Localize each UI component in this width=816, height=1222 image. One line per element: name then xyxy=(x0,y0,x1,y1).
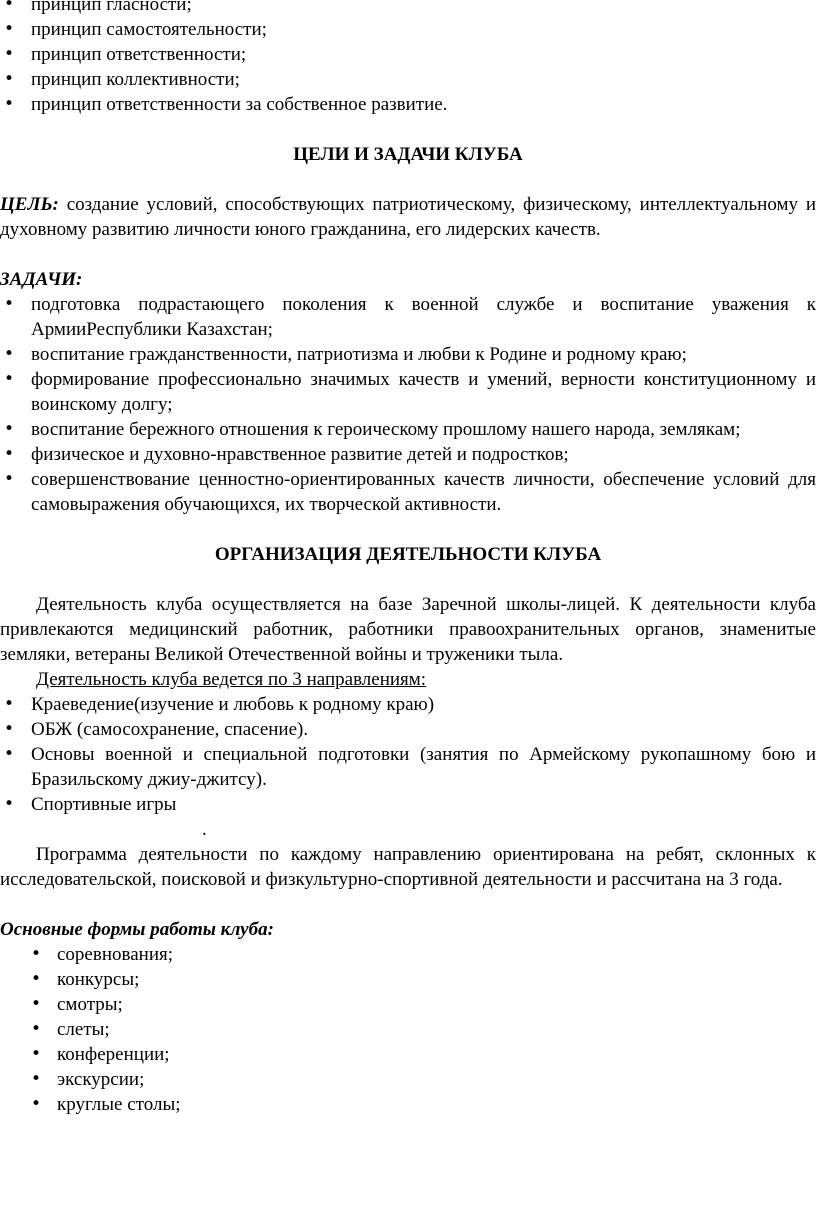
org-heading: ОРГАНИЗАЦИЯ ДЕЯТЕЛЬНОСТИ КЛУБА xyxy=(214,544,602,565)
list-item: • слеты; xyxy=(0,1017,816,1042)
list-item: • принцип ответственности за собственное развитие. xyxy=(0,92,816,117)
forms-list xyxy=(0,942,816,1117)
list-item: • смотры; xyxy=(0,992,816,1017)
list-item: • принцип ответственности; xyxy=(0,42,816,67)
stray-dot: . xyxy=(202,819,207,840)
list-item: • экскурсии; xyxy=(0,1067,816,1092)
list-item: • принцип коллективности; xyxy=(0,67,816,92)
list-item: • конкурсы; xyxy=(0,967,816,992)
list-item: • формирование профессионально значимых качеств и умений, верности конституционному и воинскому долгу; xyxy=(0,367,816,417)
list-item: • воспитание бережного отношения к героическому прошлому нашего народа, землякам; xyxy=(0,417,816,442)
list-item: • Спортивные игры xyxy=(0,792,816,817)
directions-intro: Деятельность клуба ведется по 3 направлениям: xyxy=(36,669,427,690)
list-item: • соревнования; xyxy=(0,942,816,967)
directions-intro-line xyxy=(0,667,816,692)
tasks-label: ЗАДАЧИ: xyxy=(0,269,83,290)
directions-list xyxy=(0,692,816,817)
goal-label: ЦЕЛЬ: xyxy=(0,194,59,215)
list-item: • Основы военной и специальной подготовки (занятия по Армейскому рукопашному бою и Бразильскому джиу-джитсу). xyxy=(0,742,816,792)
list-item: • ОБЖ (самосохранение, спасение). xyxy=(0,717,816,742)
tasks-list xyxy=(0,292,816,517)
list-item: • принцип гласности; xyxy=(0,0,816,17)
list-item: • совершенствование ценностно-ориентированных качеств личности, обеспечение условий для самовыражения обучающихся, их творческой активности. xyxy=(0,467,816,517)
list-item: • принцип самостоятельности; xyxy=(0,17,816,42)
forms-label: Основные формы работы клуба: xyxy=(0,919,274,940)
principles-list xyxy=(0,0,816,117)
list-item: • воспитание гражданственности, патриотизма и любви к Родине и родному краю; xyxy=(0,342,816,367)
list-item: • подготовка подрастающего поколения к военной службе и воспитание уважения к АрмииРеспублики Казахстан; xyxy=(0,292,816,342)
goal-text: создание условий, способствующих патриотическому, физическому, интеллектуальному и духовному развитию личности юного гражданина, его лидерских качеств. xyxy=(0,194,816,240)
list-item: • круглые столы; xyxy=(0,1092,816,1117)
list-item: • конференции; xyxy=(0,1042,816,1067)
goal-paragraph xyxy=(0,192,816,242)
goals-heading: ЦЕЛИ И ЗАДАЧИ КЛУБА xyxy=(293,144,523,165)
org-paragraph: Деятельность клуба осуществляется на базе Заречной школы-лицей. К деятельности клуба привлекаются медицинский работник, работники правоохранительных органов, знаменитые земляки, ветераны Великой Отечественной войны и труженики тыла. xyxy=(0,594,816,665)
program-paragraph: Программа деятельности по каждому направлению ориентирована на ребят, склонных к исследовательской, поисковой и физкультурно-спортивной деятельности и рассчитана на 3 года. xyxy=(0,844,816,890)
list-item: • Краеведение(изучение и любовь к родному краю) xyxy=(0,692,816,717)
list-item: • физическое и духовно-нравственное развитие детей и подростков; xyxy=(0,442,816,467)
